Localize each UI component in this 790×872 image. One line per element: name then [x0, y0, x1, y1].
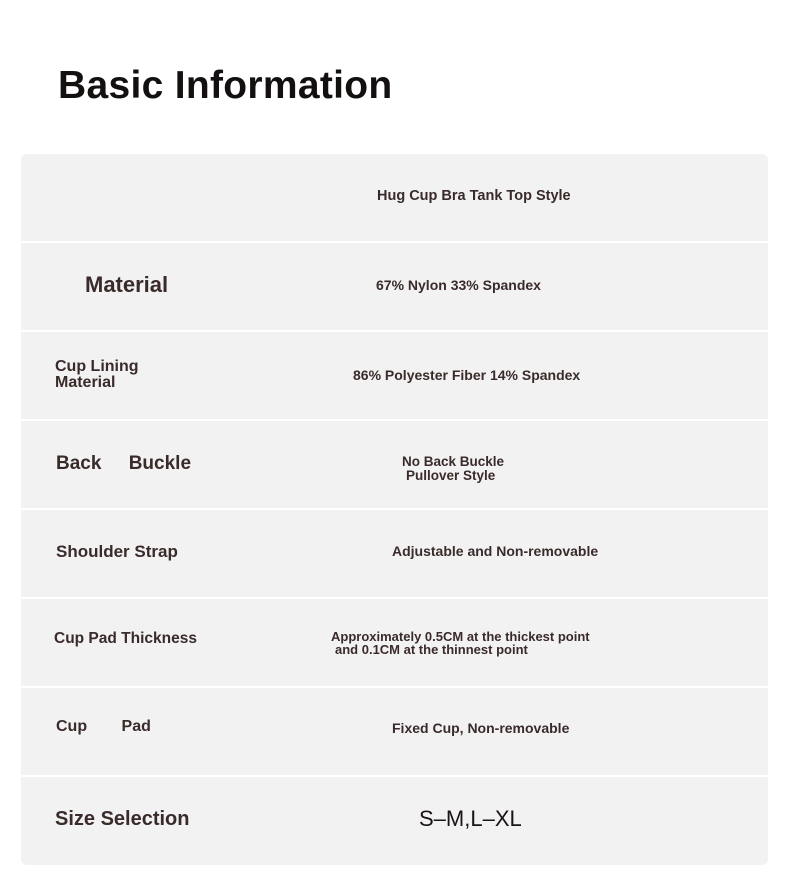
table-row — [21, 332, 768, 421]
page-title: Basic Information — [58, 64, 393, 107]
row-value: Fixed Cup, Non-removable — [392, 720, 570, 736]
table-row — [21, 688, 768, 777]
row-label: Shoulder Strap — [56, 542, 178, 561]
row-value — [402, 455, 504, 483]
row-value — [331, 630, 590, 656]
row-value: Adjustable and Non-removable — [392, 543, 599, 559]
row-label: Cup Pad Thickness — [54, 630, 197, 647]
row-label: Back Buckle — [56, 453, 192, 474]
row-value-line-2: Pullover Style — [406, 468, 496, 483]
info-table — [21, 154, 768, 865]
table-row — [21, 599, 768, 688]
row-value: 67% Nylon 33% Spandex — [376, 277, 541, 293]
row-label: Cup Lining Material — [55, 358, 139, 391]
row-label: Material — [85, 272, 169, 297]
table-row — [21, 421, 768, 510]
table-row — [21, 243, 768, 332]
table-row — [21, 777, 768, 864]
row-value: Hug Cup Bra Tank Top Style — [377, 188, 571, 204]
row-value-line-2: and 0.1CM at the thinnest point — [335, 642, 528, 657]
row-label: Size Selection — [55, 808, 190, 830]
table-row — [21, 510, 768, 599]
row-value-line-1: Approximately 0.5CM at the thickest point — [331, 629, 590, 644]
table-row — [21, 154, 768, 243]
row-value: 86% Polyester Fiber 14% Spandex — [353, 367, 581, 383]
row-value: S–M,L–XL — [419, 806, 522, 831]
row-value-line-1: No Back Buckle — [402, 454, 505, 469]
row-label: Cup Pad — [56, 718, 151, 735]
